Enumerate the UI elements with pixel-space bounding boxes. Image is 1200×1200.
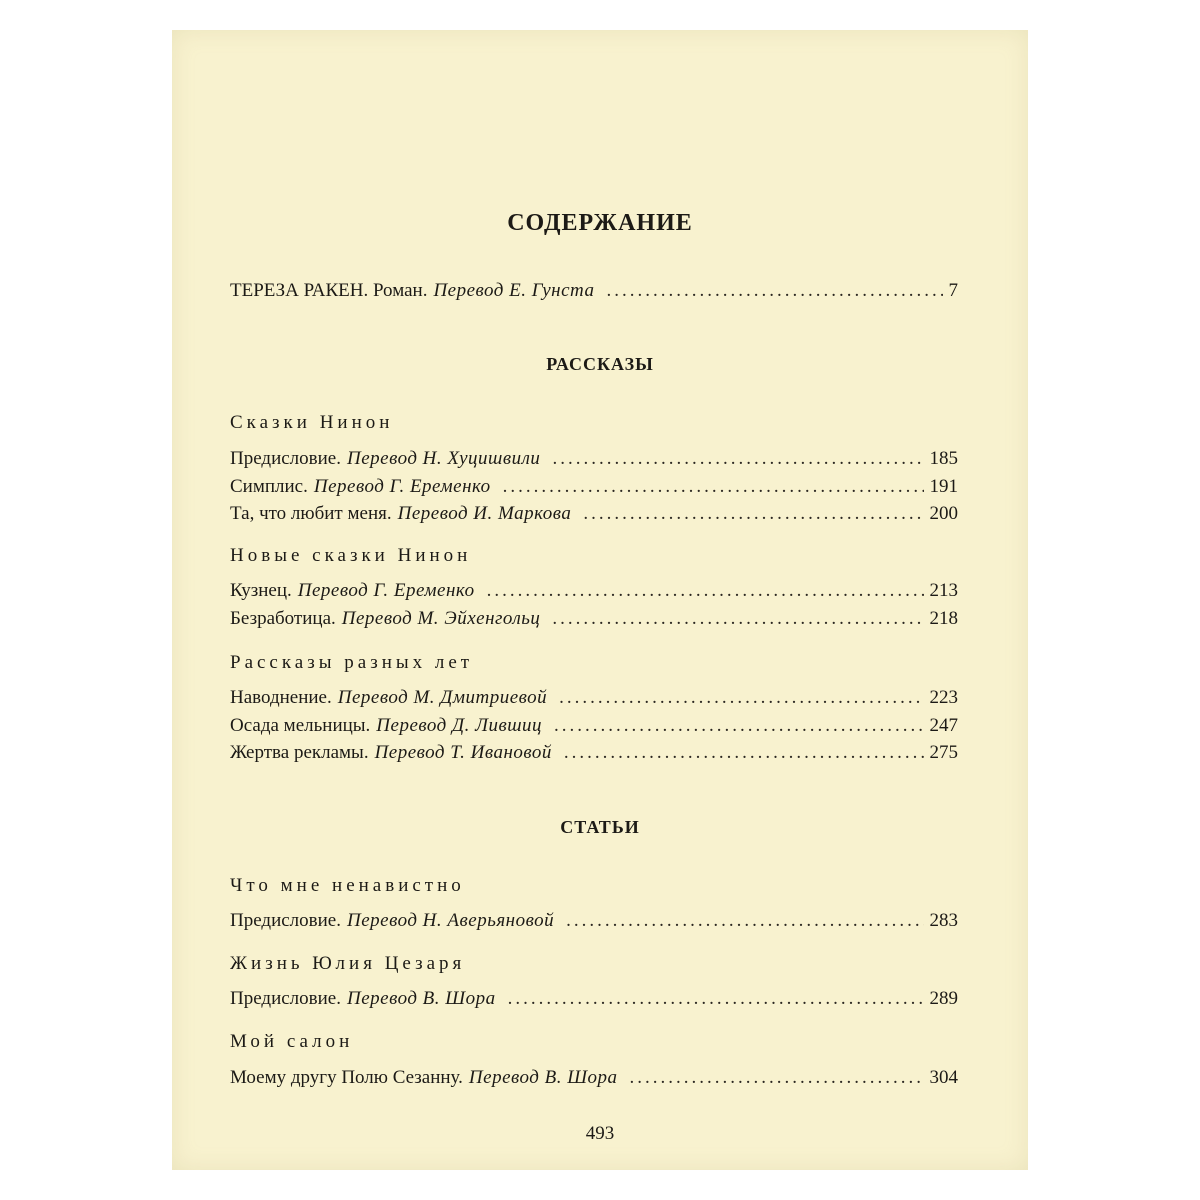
dot-leader bbox=[508, 988, 924, 1010]
page-number: 493 bbox=[585, 1123, 615, 1144]
entry-title: Безработица. bbox=[230, 608, 336, 629]
dot-leader bbox=[566, 910, 923, 932]
entry-translator: Перевод Г. Еременко bbox=[297, 580, 475, 601]
toc-entry bbox=[230, 503, 958, 525]
entry-page: 275 bbox=[929, 742, 958, 763]
toc-entry bbox=[230, 910, 958, 932]
group-title: Что мне ненавистно bbox=[230, 875, 465, 896]
section-heading-stories: РАССКАЗЫ bbox=[546, 354, 654, 374]
group-title: Мой салон bbox=[230, 1031, 354, 1052]
toc-entry bbox=[230, 1067, 958, 1089]
entry-translator: Перевод М. Дмитриевой bbox=[337, 687, 548, 708]
entry-title: Кузнец. bbox=[230, 580, 292, 601]
entry-title: Предисловие. bbox=[230, 988, 341, 1009]
entry-translator: Перевод В. Шора bbox=[468, 1067, 618, 1088]
entry-translator: Перевод Г. Еременко bbox=[313, 476, 491, 497]
book-page bbox=[172, 30, 1028, 1170]
toc-entry bbox=[230, 476, 958, 498]
entry-translator: Перевод Н. Хуцишвили bbox=[346, 448, 541, 469]
dot-leader bbox=[559, 687, 923, 709]
entry-translator: Перевод И. Маркова bbox=[397, 503, 572, 524]
dot-leader bbox=[487, 580, 924, 602]
toc-entry bbox=[230, 448, 958, 470]
group-title: Жизнь Юлия Цезаря bbox=[230, 953, 466, 974]
entry-translator: Перевод Н. Аверьяновой bbox=[346, 910, 555, 931]
entry-translator: Перевод Д. Лившиц bbox=[376, 715, 543, 736]
entry-title: Моему другу Полю Сезанну. bbox=[230, 1067, 463, 1088]
entry-page: 283 bbox=[929, 910, 958, 931]
section-heading-articles: СТАТЬИ bbox=[560, 817, 640, 837]
entry-page: 185 bbox=[929, 448, 958, 469]
entry-page: 218 bbox=[929, 608, 958, 629]
toc-entry bbox=[230, 988, 958, 1010]
entry-title: ТЕРЕЗА РАКЕН. Роман. bbox=[230, 280, 428, 301]
toc-entry bbox=[230, 608, 958, 630]
entry-page: 247 bbox=[929, 715, 958, 736]
dot-leader bbox=[564, 742, 924, 764]
group-title: Сказки Нинон bbox=[230, 412, 394, 433]
dot-leader bbox=[630, 1067, 924, 1089]
entry-page: 200 bbox=[929, 503, 958, 524]
entry-translator: Перевод Е. Гунста bbox=[433, 280, 595, 301]
toc-entry bbox=[230, 715, 958, 737]
entry-title: Наводнение. bbox=[230, 687, 332, 708]
entry-title: Та, что любит меня. bbox=[230, 503, 392, 524]
entry-title: Предисловие. bbox=[230, 910, 341, 931]
dot-leader bbox=[554, 715, 923, 737]
dot-leader bbox=[583, 503, 923, 525]
toc-entry bbox=[230, 580, 958, 602]
entry-title: Предисловие. bbox=[230, 448, 341, 469]
dot-leader bbox=[503, 476, 924, 498]
entry-title: Симплис. bbox=[230, 476, 308, 497]
dot-leader bbox=[552, 608, 923, 630]
entry-page: 213 bbox=[929, 580, 958, 601]
entry-title: Жертва рекламы. bbox=[230, 742, 369, 763]
entry-page: 289 bbox=[929, 988, 958, 1009]
entry-title: Осада мельницы. bbox=[230, 715, 371, 736]
entry-page: 223 bbox=[929, 687, 958, 708]
group-title: Новые сказки Нинон bbox=[230, 545, 472, 566]
entry-translator: Перевод В. Шора bbox=[346, 988, 496, 1009]
group-title: Рассказы разных лет bbox=[230, 652, 474, 673]
entry-translator: Перевод М. Эйхенгольц bbox=[341, 608, 541, 629]
dot-leader bbox=[607, 280, 943, 302]
toc-entry-novel bbox=[230, 280, 958, 302]
dot-leader bbox=[552, 448, 923, 470]
toc-entry bbox=[230, 687, 958, 709]
contents-title: СОДЕРЖАНИЕ bbox=[507, 210, 693, 236]
toc-entry bbox=[230, 742, 958, 764]
entry-page: 191 bbox=[929, 476, 958, 497]
entry-page: 7 bbox=[948, 280, 958, 301]
entry-page: 304 bbox=[929, 1067, 958, 1088]
entry-translator: Перевод Т. Ивановой bbox=[374, 742, 552, 763]
